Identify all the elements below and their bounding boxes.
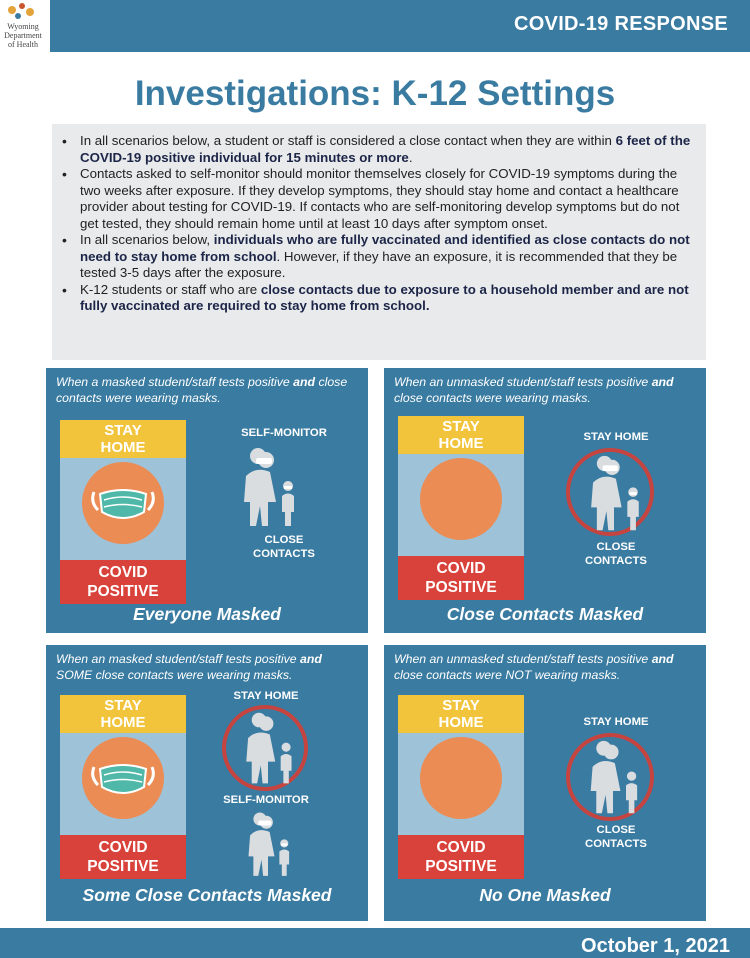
scenario-caption: When an unmasked student/staff tests positive and close contacts were wearing masks. [394, 375, 674, 405]
face-mask-icon [82, 462, 164, 544]
positive-case-circle [82, 737, 164, 819]
covid-positive-box: COVID POSITIVE [398, 835, 524, 879]
stay-home-label: STAY HOME [583, 716, 649, 728]
covid-positive-box: COVID POSITIVE [60, 560, 186, 604]
family-unmasked-icon [582, 739, 644, 817]
scenario-title: Everyone Masked [133, 604, 281, 624]
scenario-caption: When a masked student/staff tests positive and close contacts were wearing masks. [56, 375, 348, 405]
close-contacts-label: CLOSE CONTACTS [585, 824, 647, 850]
self-monitor-label: SELF-MONITOR [223, 794, 309, 806]
scenario-title: Close Contacts Masked [446, 604, 644, 624]
scenario-caption: When an unmasked student/staff tests positive and close contacts were NOT wearing masks. [394, 652, 674, 682]
scenario-close-contacts-masked [384, 368, 706, 633]
stay-home-box: STAY HOME [60, 420, 186, 458]
family-masked-icon [582, 454, 646, 534]
bullet-item: • In all scenarios below, individuals who are fully vaccinated and identified as close contacts do not need to stay home from school. However, if they have an exposure, it is recommended that they be tested 3-5 days after the exposure. [80, 232, 692, 282]
scenario-title: No One Masked [479, 885, 611, 905]
close-contacts-label: CLOSE CONTACTS [253, 534, 315, 560]
stay-home-box: STAY HOME [398, 416, 524, 454]
family-masked-icon [236, 446, 300, 530]
bullet-item: • K-12 students or staff who are close contacts due to exposure to a household member and are not fully vaccinated are required to stay home from school. [80, 282, 692, 315]
bullet-item: • Contacts asked to self-monitor should monitor themselves closely for COVID-19 symptoms during the two weeks after exposure. If they develop symptoms, they should stay home and contact a healthcare provider about testing for COVID-19. If contacts who are self-monitoring develop symptoms but do not get tested, they should remain home until at least 10 days after symptom onset. [80, 166, 692, 232]
stay-home-box: STAY HOME [60, 695, 186, 733]
family-unmasked-icon [238, 711, 298, 787]
stay-home-box: STAY HOME [398, 695, 524, 733]
positive-case-circle [420, 737, 502, 819]
self-monitor-label: SELF-MONITOR [241, 427, 327, 439]
covid-positive-box: COVID POSITIVE [60, 835, 186, 879]
bullet-list [80, 133, 692, 315]
scenario-everyone-masked [46, 368, 368, 633]
bison-icon [0, 0, 50, 24]
scenario-title: Some Close Contacts Masked [82, 885, 332, 905]
logo-text: Wyoming Department of Health [4, 22, 42, 49]
section-title: COVID-19 RESPONSE [513, 13, 728, 35]
face-mask-icon [82, 737, 164, 819]
close-contacts-label: CLOSE CONTACTS [585, 541, 647, 567]
stay-home-label: STAY HOME [583, 431, 649, 443]
family-masked-icon [242, 809, 294, 881]
info-box [52, 124, 706, 360]
scenario-some-close-contacts-masked [46, 645, 368, 921]
scenario-caption: When an masked student/staff tests positive and SOME close contacts were wearing masks. [56, 652, 322, 682]
header-bar [50, 0, 750, 52]
covid-positive-box: COVID POSITIVE [398, 556, 524, 600]
positive-case-circle [420, 458, 502, 540]
positive-case-circle [82, 462, 164, 544]
wyoming-doh-logo [0, 0, 50, 56]
scenario-no-one-masked [384, 645, 706, 921]
footer-bar [0, 928, 750, 958]
bullet-item: • In all scenarios below, a student or staff is considered a close contact when they are within 6 feet of the COVID-19 positive individual for 15 minutes or more. [80, 133, 692, 166]
page-title: Investigations: K-12 Settings [134, 74, 616, 113]
stay-home-label: STAY HOME [233, 690, 299, 702]
footer-date: October 1, 2021 [581, 935, 730, 957]
